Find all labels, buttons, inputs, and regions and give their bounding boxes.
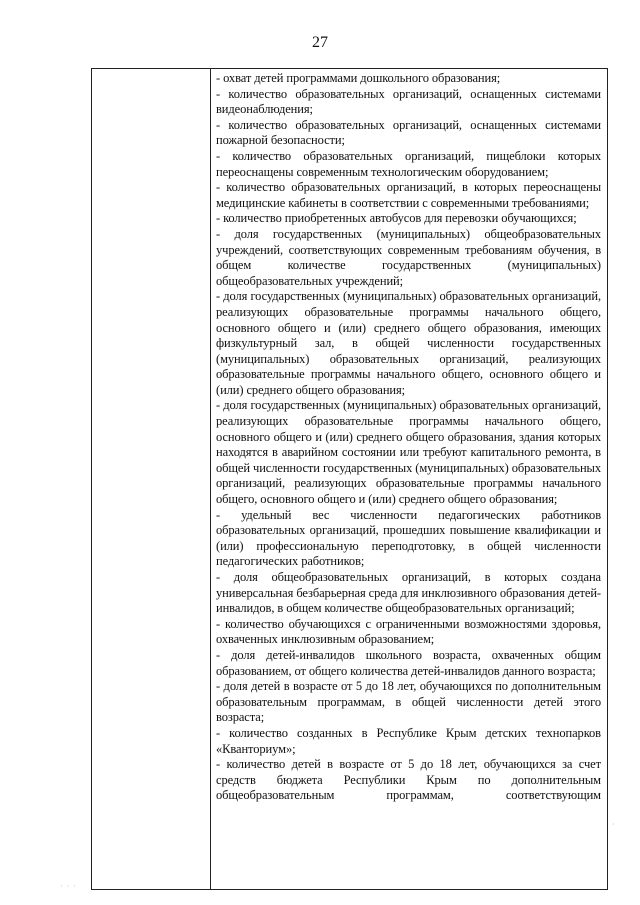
table-right-cell <box>216 71 601 889</box>
list-item: - количество образовательных организаций, в которых переоснащены медицинские кабинеты в соответствии с современными требованиями; <box>216 180 601 210</box>
list-item: - доля государственных (муниципальных) общеобразовательных учреждений, соответствующих современным требованиям обучения, в общем количестве государственных (муниципальных) общеобразовательных учреждений; <box>216 226 601 288</box>
list-item: - количество образовательных организаций, оснащенных системами видеонаблюдения; <box>216 86 601 117</box>
list-item: - доля государственных (муниципальных) образовательных организаций, реализующих образовательные программы начального общего, основного общего и (или) среднего общего образования, имеющих физкультурный зал, в общей численности государственных (муниципальных) образовательных организаций, реализующих образовательные программы начального общего, основного общего и (или) среднего общего образования; <box>216 289 601 397</box>
list-item: - доля общеобразовательных организаций, в которых создана универсальная безбарьерная среда для инклюзивного образования детей-инвалидов, в общем количестве общеобразовательных организаций; <box>216 570 601 616</box>
list-item: - количество образовательных организаций, пищеблоки которых переоснащены современным технологическим оборудованием; <box>216 148 601 179</box>
list-item: - доля детей-инвалидов школьного возраста, охваченных общим образованием, от общего количества детей-инвалидов данного возраста; <box>216 647 601 678</box>
scan-artifact: · <box>612 820 616 829</box>
table-left-cell <box>92 69 211 889</box>
indicator-table <box>91 68 608 890</box>
list-item: - охват детей программами дошкольного образования; <box>216 71 501 85</box>
list-item: - количество созданных в Республике Крым детских технопарков «Кванториум»; <box>216 725 601 756</box>
list-item: - количество приобретенных автобусов для перевозки обучающихся; <box>216 211 577 226</box>
list-item: - количество обучающихся с ограниченными возможностями здоровья, охваченных инклюзивным образованием; <box>216 616 601 647</box>
scan-artifact: · · · <box>60 882 77 891</box>
page-number: 27 <box>312 34 328 51</box>
list-item: - доля государственных (муниципальных) образовательных организаций, реализующих образовательные программы начального общего, основного общего и (или) среднего общего образования, здания которых находятся в аварийном состоянии или требуют капитального ремонта, в общей численности государственных (муниципальных) образовательных организаций, реализующих образовательные программы начального общего, основного общего и (или) среднего общего образования; <box>216 398 601 507</box>
list-item: - количество образовательных организаций, оснащенных системами пожарной безопасности; <box>216 117 601 148</box>
list-item: - удельный вес численности педагогических работников образовательных организаций, прошедших повышение квалификации и (или) профессиональную переподготовку, в общей численности педагогических работников; <box>216 507 601 569</box>
list-item: - доля детей в возрасте от 5 до 18 лет, обучающихся по дополнительным образовательным программам, в общей численности детей этого возраста; <box>216 679 601 725</box>
list-item: - количество детей в возрасте от 5 до 18 лет, обучающихся за счет средств бюджета Республики Крым по дополнительным общеобразовательным программам, соответствующим <box>216 757 601 803</box>
